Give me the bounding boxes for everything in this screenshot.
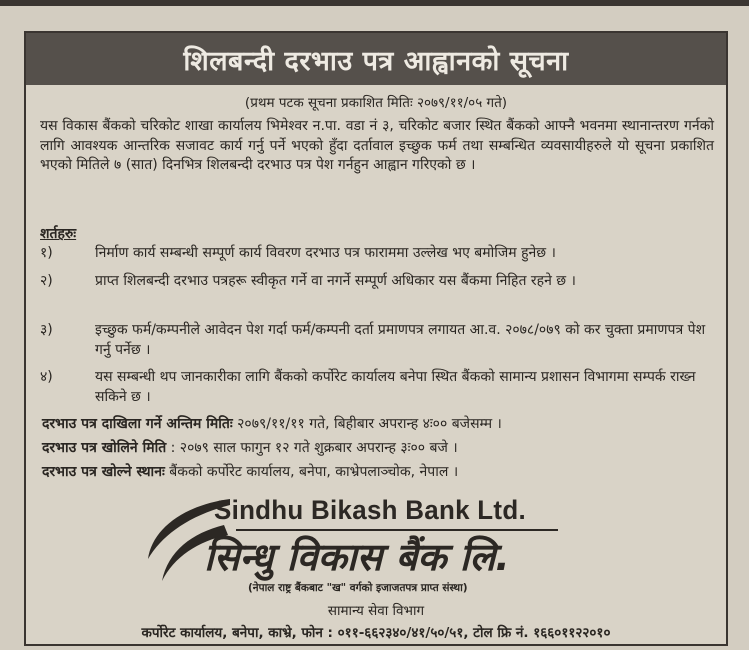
condition-number: ३) <box>40 322 53 338</box>
condition-item <box>40 271 720 291</box>
condition-item <box>40 243 720 263</box>
deadline-value: : २०७९ साल फागुन १२ गते शुक्रबार अपरान्ह ३ः०० बजे । <box>170 440 458 456</box>
deadline-location <box>42 462 458 482</box>
licence-note: (नेपाल राष्ट्र बैंकबाट "ख" वर्गको इजाजतपत्र प्राप्त संस्था) <box>248 582 468 594</box>
condition-number: १) <box>40 245 53 261</box>
conditions-heading: शर्तहरुः <box>40 226 77 242</box>
deadline-label: दरभाउ पत्र खोलिने मिति <box>42 440 167 456</box>
deadline-label: दरभाउ पत्र दाखिला गर्ने अन्तिम मितिः <box>42 416 233 432</box>
condition-text: इच्छुक फर्म/कम्पनीले आवेदन पेश गर्दा फर्म/कम्पनी दर्ता प्रमाणपत्र लगायत आ.व. २०७८/०७९ को कर चुक्ता प्रमाणपत्र पेश गर्नु पर्नेछ । <box>95 322 706 358</box>
deadline-submission <box>42 414 502 434</box>
tender-notice <box>24 31 728 646</box>
deadline-value: २०७९/११/११ गते, बिहीबार अपरान्ह ४ः०० बजेसम्म । <box>237 416 502 432</box>
top-border-line <box>0 0 749 6</box>
condition-item <box>40 367 720 407</box>
bank-name-nepali: सिन्धु विकास बैंक लि. <box>204 535 510 579</box>
deadline-value: बैंकको कर्पोरेट कार्यालय, बनेपा, काभ्रेपलाञ्चोक, नेपाल । <box>169 464 459 480</box>
deadline-opening <box>42 438 458 458</box>
condition-number: ४) <box>40 369 53 385</box>
publication-date: (प्रथम पटक सूचना प्रकाशित मितिः २०७९/११/०५ गते) <box>244 95 508 111</box>
notice-paragraph: यस विकास बैंकको चरिकोट शाखा कार्यालय भिमेश्वर न.पा. वडा नं ३, चरिकोट बजार स्थित बैंकको आफ्नै भवनमा स्थानान्तरण गर्नको लागि आवश्यक आन्तरिक सजावट कार्य गर्नु पर्ने भएको हुँदा दर्तावाल इच्छुक फर्म तथा सम्बन्धित व्यवसायीहरुले यो सूचना प्रकाशित भएको मितिले ७ (सात) दिनभित्र शिलबन्दी दरभाउ पत्र पेश गर्नहुन आह्वान गरिएको छ । <box>40 118 714 173</box>
condition-text: निर्माण कार्य सम्बन्धी सम्पूर्ण कार्य विवरण दरभाउ पत्र फाराममा उल्लेख भए बमोजिम हुनेछ । <box>95 245 556 261</box>
contact-address: कर्पोरेट कार्यालय, बनेपा, काभ्रे, फोन : ०११-६६२३४०/४१/५०/५१, टोल फ्रि नं. १६६०११२२०१० <box>141 625 611 641</box>
condition-text: यस सम्बन्धी थप जानकारीका लागि बैंकको कर्पोरेट कार्यालय बनेपा स्थित बैंकको सामान्य प्रशासन विभागमा सम्पर्क राख्न सकिने छ । <box>95 369 696 405</box>
department-name: सामान्य सेवा विभाग <box>327 603 425 619</box>
notice-title: शिलबन्दी दरभाउ पत्र आह्वानको सूचना <box>26 33 726 85</box>
condition-text: प्राप्त शिलबन्दी दरभाउ पत्रहरू स्वीकृत गर्ने वा नगर्ने सम्पूर्ण अधिकार यस बैंकमा निहित रहने छ । <box>95 273 576 289</box>
condition-item <box>40 320 720 360</box>
condition-number: २) <box>40 273 53 289</box>
bank-name-english: Sindhu Bikash Bank Ltd. <box>214 495 526 525</box>
deadline-label: दरभाउ पत्र खोल्ने स्थानः <box>42 464 165 480</box>
